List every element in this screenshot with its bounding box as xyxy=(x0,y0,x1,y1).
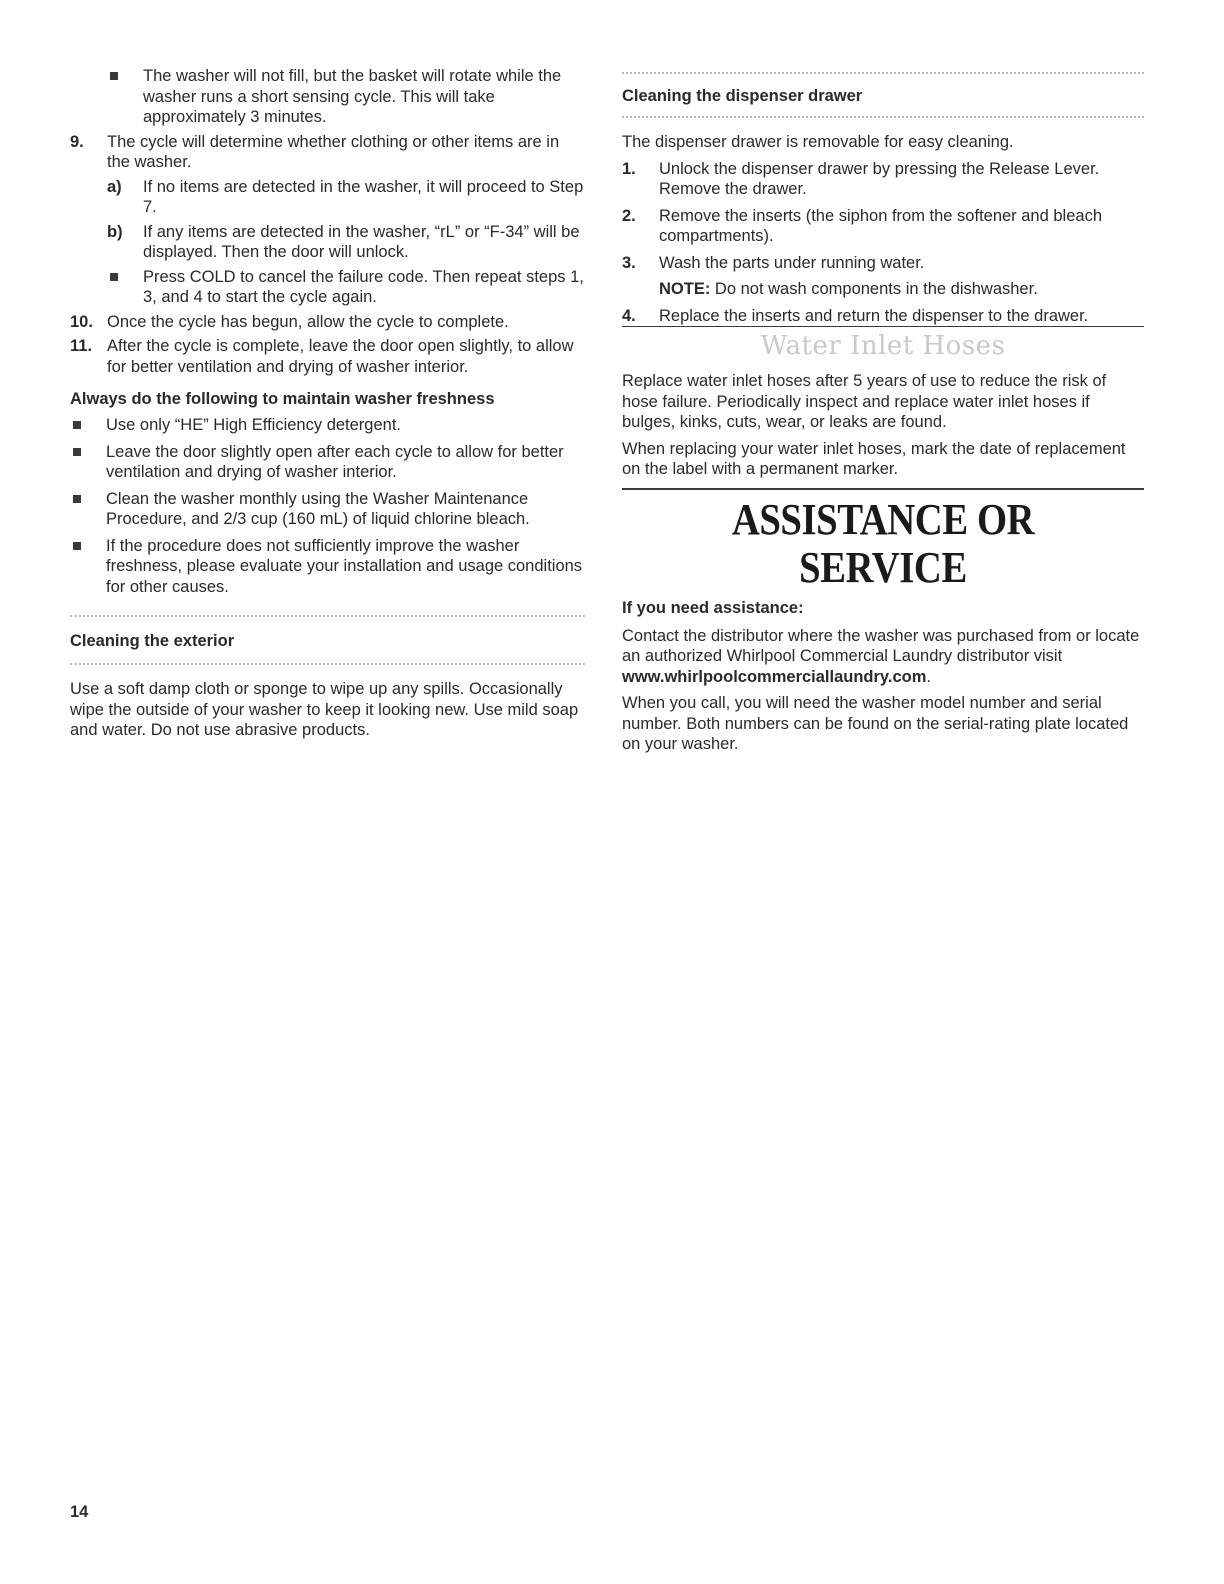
step-9a xyxy=(70,177,585,218)
list-item-text: Leave the door slightly open after each cycle to allow for better ventilation and drying of washer interior. xyxy=(106,442,564,481)
square-bullet-icon xyxy=(107,267,143,287)
square-bullet-icon xyxy=(70,442,106,462)
step-number: 3. xyxy=(622,253,636,272)
dispenser-heading: Cleaning the dispenser drawer xyxy=(622,87,863,105)
step-11 xyxy=(70,336,585,377)
step-number: 9. xyxy=(70,132,84,151)
section-divider xyxy=(622,488,1144,490)
dispenser-note xyxy=(622,279,1144,300)
square-bullet-icon xyxy=(70,415,106,435)
step-text: After the cycle is complete, leave the door open slightly, to allow for better ventilation and drying of washer interior. xyxy=(107,337,574,376)
section-divider xyxy=(70,663,585,665)
exterior-heading: Cleaning the exterior xyxy=(70,632,235,650)
square-bullet-icon xyxy=(70,536,106,556)
list-item-text: If the procedure does not sufficiently improve the washer freshness, please evaluate your installation and usage conditions for other causes. xyxy=(106,536,583,596)
list-item xyxy=(70,489,585,530)
assistance-body-text: . xyxy=(926,667,931,686)
substep-text: If no items are detected in the washer, it will proceed to Step 7. xyxy=(143,177,584,216)
step-number: 11. xyxy=(70,337,93,355)
step-number: 2. xyxy=(622,206,636,225)
dispenser-step xyxy=(622,159,1144,200)
list-item xyxy=(70,66,585,128)
step-text: Remove the inserts (the siphon from the softener and bleach compartments). xyxy=(659,206,1102,245)
step-text: Unlock the dispenser drawer by pressing the Release Lever. Remove the drawer. xyxy=(659,159,1100,198)
note-text: Do not wash components in the dishwasher. xyxy=(710,280,1038,298)
page-number: 14 xyxy=(70,1503,89,1521)
step-text: Wash the parts under running water. xyxy=(659,253,925,272)
list-item-text: Press COLD to cancel the failure code. Then repeat steps 1, 3, and 4 to start the cycle again. xyxy=(143,267,584,306)
freshness-heading: Always do the following to maintain washer freshness xyxy=(70,390,495,408)
step-number: 1. xyxy=(622,159,636,178)
square-bullet-icon xyxy=(70,489,106,509)
list-item xyxy=(70,415,585,436)
hoses-body: When replacing your water inlet hoses, mark the date of replacement on the label with a permanent marker. xyxy=(622,439,1126,478)
list-item-text: Use only “HE” High Efficiency detergent. xyxy=(106,416,401,434)
left-column xyxy=(70,66,585,741)
right-column xyxy=(622,66,1144,755)
list-item xyxy=(70,536,585,598)
step-10 xyxy=(70,312,585,333)
hoses-body: Replace water inlet hoses after 5 years of use to reduce the risk of hose failure. Periodically inspect and replace water inlet hoses if bulges, kinks, cuts, wear, or leaks are found. xyxy=(622,372,1107,431)
note-label: NOTE: xyxy=(659,280,711,298)
assistance-body xyxy=(622,626,1144,688)
website-link[interactable]: www.whirlpoolcommerciallaundry.com xyxy=(622,667,927,686)
assistance-title: ASSISTANCE OR SERVICE xyxy=(731,494,1035,592)
exterior-body: Use a soft damp cloth or sponge to wipe up any spills. Occasionally wipe the outside of your washer to keep it looking new. Use mild soap and water. Do not use abrasive products. xyxy=(70,680,579,739)
section-divider xyxy=(622,116,1144,118)
square-bullet-icon xyxy=(107,66,143,86)
dispenser-step xyxy=(622,206,1144,247)
step-number: 4. xyxy=(622,306,636,325)
dispenser-intro: The dispenser drawer is removable for easy cleaning. xyxy=(622,133,1014,151)
dispenser-step xyxy=(622,253,1144,274)
list-item xyxy=(70,442,585,483)
list-item xyxy=(70,267,585,308)
step-9 xyxy=(70,132,585,173)
assistance-subheading: If you need assistance: xyxy=(622,598,804,617)
section-divider xyxy=(70,615,585,617)
substep-text: If any items are detected in the washer, “rL” or “F-34” will be displayed. Then the door will unlock. xyxy=(143,222,580,261)
assistance-body-text: Contact the distributor where the washer was purchased from or locate an authorized Whirlpool Commercial Laundry distributor visit xyxy=(622,626,1140,665)
substep-label: a) xyxy=(107,177,122,196)
step-9b xyxy=(70,222,585,263)
substep-label: b) xyxy=(107,222,123,241)
assistance-body: When you call, you will need the washer model number and serial number. Both numbers can be found on the serial-rating plate located on your washer. xyxy=(622,694,1129,753)
dispenser-step xyxy=(622,306,1144,327)
section-divider xyxy=(622,72,1144,74)
step-text: The cycle will determine whether clothing or other items are in the washer. xyxy=(107,132,560,171)
step-number: 10. xyxy=(70,312,93,331)
step-text: Replace the inserts and return the dispenser to the drawer. xyxy=(659,306,1089,325)
section-divider xyxy=(622,326,1144,327)
hoses-heading: Water Inlet Hoses xyxy=(760,331,1006,361)
list-item-text: The washer will not fill, but the basket will rotate while the washer runs a short sensing cycle. This will take approximately 3 minutes. xyxy=(143,67,562,126)
step-text: Once the cycle has begun, allow the cycle to complete. xyxy=(107,312,509,331)
list-item-text: Clean the washer monthly using the Washer Maintenance Procedure, and 2/3 cup (160 mL) of liquid chlorine bleach. xyxy=(106,489,530,528)
